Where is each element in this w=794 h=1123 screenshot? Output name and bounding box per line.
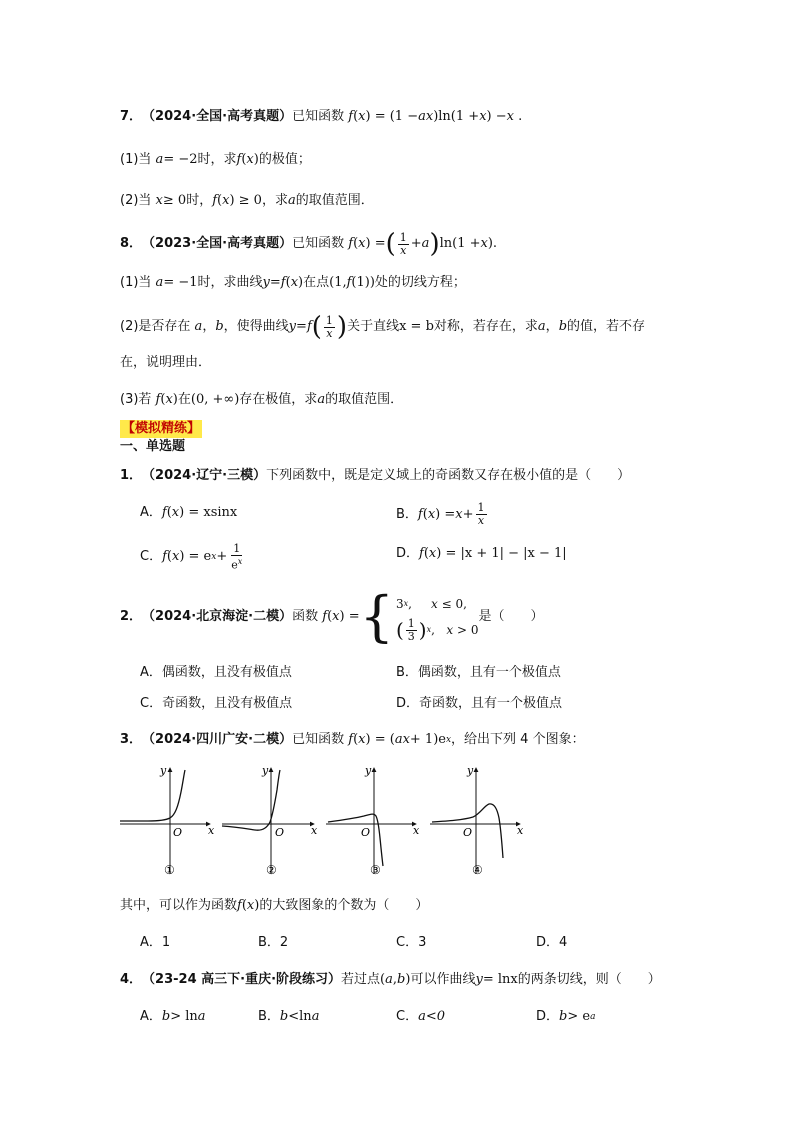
- question-3-stem: 3． （2024·四川广安·二模） 已知函数 f ( x ) = ( ax + 1)e x ，给出下列 4 个图象：: [120, 729, 585, 751]
- graph-label: ③: [370, 863, 381, 877]
- problem-8-part-2-cont: [120, 352, 211, 374]
- formula: f: [344, 109, 354, 124]
- part-label: (3)若: [120, 392, 152, 407]
- part-text: ，求: [261, 193, 288, 208]
- part-text: 在，说明理由．: [120, 355, 212, 370]
- option-a[interactable]: A．1: [140, 935, 171, 950]
- part-label: (2)是否存在: [120, 319, 191, 334]
- x-axis-label: x: [517, 824, 524, 837]
- part-text: 时，求: [197, 152, 237, 167]
- y-axis-label: y: [262, 764, 269, 777]
- option-c[interactable]: C． f ( x ) = e x + $\frac{1}{e^x}$: [140, 542, 243, 572]
- option-label: C．: [396, 1009, 419, 1024]
- question-4-stem: 4． （23-24 高三下·重庆·阶段练习） 若过点 ( a , b ) 可以作曲线 y = lnx 的两条切线，则（ ）: [120, 969, 661, 991]
- question-number: 4．: [120, 972, 143, 987]
- option-label: A．: [140, 1009, 162, 1024]
- question-text: 其中，可以作为函数: [120, 898, 238, 913]
- part-text: 时，求曲线: [197, 275, 263, 290]
- y-axis-label: y: [467, 764, 474, 777]
- y-axis-label: y: [365, 764, 372, 777]
- option-c[interactable]: C．奇函数，且没有极值点: [140, 696, 293, 711]
- x-axis-label: x: [311, 824, 318, 837]
- question-text: 已知函数: [292, 732, 345, 747]
- problem-8-part-2: (2)是否存在 a ， b ，使得曲线 y = f ( $\frac{1}{x}$ ) 关于直线 x = b 对称，若存在，求 a ， b 的值，若不存: [120, 312, 646, 342]
- part-text: 时，: [186, 193, 213, 208]
- question-1-stem: [120, 465, 630, 487]
- part-text: 对称，若存在，求: [433, 319, 538, 334]
- question-source: （2024·北京海淀·二模）: [142, 609, 293, 624]
- question-text: 的两条切线，则（ ）: [517, 972, 661, 987]
- question-source: （2024·四川广安·二模）: [142, 732, 293, 747]
- option-label: D．: [396, 546, 420, 561]
- problem-text: 已知函数: [292, 236, 345, 251]
- graph-label: ④: [472, 863, 483, 877]
- option-d[interactable]: D． f ( x ) = |x + 1| − |x − 1|: [396, 543, 567, 565]
- problem-source: （2024·全国·高考真题）: [142, 109, 293, 124]
- option-label: C．: [140, 549, 163, 565]
- origin-label: O: [275, 826, 285, 839]
- section-heading: 一、单选题: [120, 439, 186, 454]
- question-2-stem: 2． （2024·北京海淀·二模） 函数 f ( x ) = { 3 x , x ≤ 0, ( $\frac{1}{3}$ ) x , x > 0 是（ ）: [120, 585, 544, 648]
- y-axis-label: y: [160, 764, 167, 777]
- option-label: B．: [396, 506, 418, 522]
- option-a[interactable]: A． b > ln a: [140, 1006, 206, 1028]
- problem-8-part-1: (1)当 a = −1 时，求曲线 y = f ( x ) 在点 (1, f (1)) 处的切线方程；: [120, 272, 466, 294]
- part-text: 的值，若不存: [567, 319, 646, 334]
- question-text: ，给出下列 4 个图象：: [451, 732, 585, 747]
- question-3-followup: 其中，可以作为函数 f ( x ) 的大致图象的个数为（ ）: [120, 895, 428, 917]
- function-graphs: [118, 762, 538, 880]
- part-text: 关于直线: [347, 319, 400, 334]
- problem-8-stem: 8． （2023·全国·高考真题） 已知函数 f ( x ) = ( $\frac{1}{x}$ + a ) ln(1 + x ).: [120, 229, 498, 259]
- problem-text: 已知函数: [292, 109, 345, 124]
- option-a[interactable]: A． f ( x ) = x sinx: [140, 502, 237, 524]
- origin-label: O: [173, 826, 183, 839]
- part-text: 处的切线方程；: [374, 275, 466, 290]
- part-text: 在: [177, 392, 191, 407]
- problem-number: 7．: [120, 109, 143, 124]
- question-text: 可以作曲线: [410, 972, 476, 987]
- graph-label: ①: [164, 863, 175, 877]
- problem-7-part-2: (2)当 x ≥ 0 时， f ( x ) ≥ 0 ，求 a 的取值范围．: [120, 190, 374, 212]
- option-label: A．: [140, 505, 162, 520]
- option-d[interactable]: D．4: [536, 935, 568, 950]
- graph-2: [222, 764, 318, 877]
- question-text: 下列函数中，既是定义域上的奇函数又存在极小值的是（ ）: [266, 468, 631, 483]
- origin-label: O: [361, 826, 371, 839]
- problem-7-part-1: (1)当 a = −2 时，求 f ( x ) 的极值；: [120, 149, 311, 171]
- part-text: ，使得曲线: [223, 319, 289, 334]
- problem-number: 8．: [120, 236, 143, 251]
- option-label: B．: [258, 1009, 280, 1024]
- question-text: 的大致图象的个数为（ ）: [259, 898, 429, 913]
- question-text: 若过点: [341, 972, 381, 987]
- origin-label: O: [463, 826, 473, 839]
- problem-8-part-3: (3)若 f ( x ) 在 (0, +∞) 存在极值，求 a 的取值范围．: [120, 389, 403, 411]
- part-text: 的极值；: [258, 152, 311, 167]
- option-a[interactable]: A．偶函数，且没有极值点: [140, 665, 292, 680]
- question-text: 函数: [292, 609, 319, 624]
- question-source: （2024·辽宁·三模）: [142, 468, 267, 483]
- option-b[interactable]: B． b <ln a: [258, 1006, 319, 1028]
- option-c[interactable]: C． a < 0: [396, 1006, 445, 1028]
- problem-7-stem: 7． （2024·全国·高考真题） 已知函数 f ( x ) = (1 − ax )ln(1 + x ) − x .: [120, 106, 522, 128]
- graph-label: ②: [266, 863, 277, 877]
- option-d[interactable]: D．奇函数，且有一个极值点: [396, 696, 563, 711]
- option-b[interactable]: B．偶函数，且有一个极值点: [396, 665, 561, 680]
- question-number: 2．: [120, 609, 143, 624]
- option-b[interactable]: B．2: [258, 935, 289, 950]
- x-axis-label: x: [208, 824, 215, 837]
- question-source: （23-24 高三下·重庆·阶段练习）: [142, 972, 342, 987]
- graph-4: [430, 764, 524, 877]
- part-text: 存在极值，求: [239, 392, 318, 407]
- option-d[interactable]: D． b > e a: [536, 1006, 595, 1028]
- part-text: 的取值范围．: [325, 392, 404, 407]
- option-c[interactable]: C．3: [396, 935, 427, 950]
- part-label: (2)当: [120, 193, 152, 208]
- graph-1: [120, 764, 215, 877]
- part-text: 的取值范围．: [295, 193, 374, 208]
- part-text: 在点: [303, 275, 330, 290]
- option-b[interactable]: B． f ( x ) = x + $\frac{1}{x}$: [396, 501, 485, 527]
- question-number: 1．: [120, 468, 143, 483]
- question-number: 3．: [120, 732, 143, 747]
- piecewise-function: { 3 x , x ≤ 0, ( $\frac{1}{3}$ ) x , x > 0: [359, 585, 479, 648]
- part-label: (1)当: [120, 152, 152, 167]
- problem-source: （2023·全国·高考真题）: [142, 236, 293, 251]
- part-label: (1)当: [120, 275, 152, 290]
- option-label: D．: [536, 1009, 560, 1024]
- question-text: 是（ ）: [478, 609, 544, 624]
- graph-3: [326, 764, 420, 877]
- section-tag: 【模拟精练】: [122, 421, 201, 436]
- x-axis-label: x: [413, 824, 420, 837]
